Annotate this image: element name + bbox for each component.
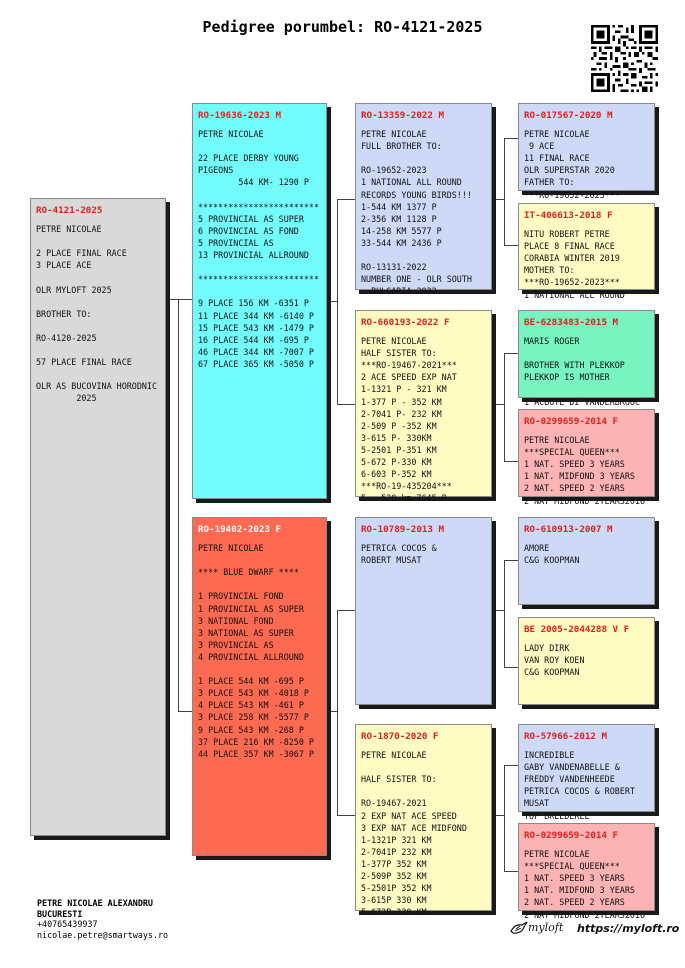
pigeon-card-sire-dam-sire[interactable] (518, 310, 655, 407)
connector-line (178, 299, 179, 711)
card-line: 1-377P 352 KM (361, 858, 427, 869)
card-line: 2-509P 352 KM (361, 871, 427, 882)
ring-number: RO-10789-2013 M (361, 524, 444, 535)
card-line: 2 ACE SPEED EXP NAT (361, 372, 457, 383)
card-line: 2 NAT MIDFOND 2YEARS2016 (524, 495, 646, 506)
card-line: 1 NAT. SPEED 3 YEARS (524, 459, 625, 470)
card-line (36, 235, 160, 247)
card-line: GABY VANDENABELLE & (524, 762, 620, 773)
card-line: 3 NATIONAL FOND (198, 615, 274, 626)
card-line: AMORE (524, 543, 550, 554)
card-details (524, 128, 649, 201)
card-line: BROTHER TO: (36, 308, 92, 319)
myloft-logo (510, 920, 570, 942)
card-line: 11 FINAL RACE (524, 153, 590, 164)
pigeon-logo-icon (510, 920, 528, 936)
card-line: ***SPECIAL QUEEN*** (524, 861, 620, 872)
card-line (198, 285, 321, 297)
card-line: 544 KM- 1290 P (198, 177, 309, 188)
card-line: 3 PLACE 543 KM -4018 P (198, 688, 309, 699)
card-line: 1 NAT. MIDFOND 3 YEARS (524, 885, 635, 896)
card-line: 13 PROVINCIAL ALLROUND (198, 250, 309, 261)
card-line: 15 PLACE 543 KM -1479 P (198, 322, 314, 333)
card-line (198, 261, 321, 273)
owner-city: BUCURESTI (37, 908, 83, 919)
connector-line (504, 353, 518, 354)
card-line: 1-1321 P - 321 KM (361, 384, 447, 395)
ring-number: RO-1870-2020 F (361, 731, 439, 742)
card-line: 44 PLACE 357 KM -3067 P (198, 748, 314, 759)
card-line: C&G KOOPMAN (524, 667, 580, 678)
card-details (361, 749, 486, 918)
card-line: 4 PROVINCIAL ALLROUND (198, 651, 304, 662)
card-line: OLR AS BUCOVINA HORODNIC (36, 381, 158, 392)
card-line: 5-672 P-330 KM (361, 457, 432, 468)
card-line: 2 PLACE FINAL RACE (36, 248, 127, 259)
card-line: CORABIA WINTER 2019 (524, 253, 620, 264)
card-line: 2 NAT. SPEED 2 YEARS (524, 897, 625, 908)
card-line: ************************ (198, 274, 320, 285)
pigeon-card-dam-dam-sire[interactable] (518, 724, 655, 821)
card-line: PETRICA COCOS & (361, 543, 437, 554)
ring-number: RO-660193-2022 F (361, 317, 450, 328)
card-line: FATHER TO: (524, 177, 575, 188)
card-line: ***RO-19-435204*** (361, 481, 452, 492)
card-line: 9 PLACE 156 KM -6351 P (198, 298, 309, 309)
card-line: MARIS ROGER (524, 336, 580, 347)
connector-line (337, 199, 338, 404)
ring-number: RO-017567-2020 M (524, 110, 613, 121)
card-details (524, 749, 649, 822)
card-line: 1 PROVINCIAL FOND (198, 591, 284, 602)
card-details (198, 542, 321, 760)
card-line: NUMBER ONE - OLR SOUTH (361, 274, 472, 285)
card-line: **** BLUE DWARF **** (198, 567, 299, 578)
card-line: RO-13131-2022 (361, 262, 427, 273)
card-line: 1-544 KM 1377 P (361, 201, 437, 212)
card-line: 9 ACE (524, 141, 555, 152)
card-line: RO-19652-2023 (361, 165, 427, 176)
card-line (36, 296, 160, 308)
connector-line (504, 560, 518, 561)
card-line: PETRE NICOLAE (361, 336, 427, 347)
card-details (361, 542, 486, 566)
card-line: 1-1321P 321 KM (361, 834, 432, 845)
owner-phone: +40765439937 (37, 919, 98, 929)
ring-number: RO-4121-2025 (36, 205, 103, 216)
card-line: OLR SUPERSTAR 2020 (524, 165, 615, 176)
card-line: 5 PROVINCIAL AS SUPER (198, 213, 304, 224)
card-line: RO-19467-2021 (361, 798, 427, 809)
card-line: PLACE 8 FINAL RACE (524, 241, 615, 252)
connector-line (504, 245, 518, 246)
connector-line (178, 711, 192, 712)
connector-line (492, 815, 504, 816)
ring-number: RO-57966-2012 M (524, 731, 607, 742)
card-line: 5 - 528 km 7645 P (361, 493, 447, 504)
card-line: 2-7041P 232 KM (361, 846, 432, 857)
connector-line (504, 765, 518, 766)
connector-line (492, 610, 504, 611)
card-line: RECORDS YOUNG BIRDS!!! (361, 189, 472, 200)
card-line (361, 249, 486, 261)
ring-number: BE 2005-2044288 V F (524, 624, 630, 635)
card-line: 5-2501P 352 KM (361, 883, 432, 894)
card-line: PETRE NICOLAE (198, 129, 264, 140)
connector-line (504, 560, 505, 667)
card-line: PETRE NICOLAE (524, 435, 590, 446)
card-line: RO-4120-2025 (36, 332, 97, 343)
pigeon-card-sire-sire[interactable] (355, 103, 492, 297)
card-line: 1 NATIONAL ALL ROUND (524, 289, 625, 300)
card-line: 5-672P 330 KM (361, 907, 427, 918)
connector-line (504, 871, 518, 872)
pigeon-card-dam-sire-sire[interactable] (518, 517, 655, 605)
card-line (36, 320, 160, 332)
card-line: 3 NATIONAL AS SUPER (198, 627, 294, 638)
card-line: 6 PROVINCIAL AS FOND (198, 225, 299, 236)
card-line: 4 PLACE 543 KM -461 P (198, 700, 304, 711)
card-line: OLR MYLOFT 2025 (36, 284, 112, 295)
card-line: VAN ROY KOEN (524, 655, 585, 666)
logo-text: myloft (528, 921, 564, 934)
ring-number: BE-6283483-2015 M (524, 317, 619, 328)
card-line (198, 663, 321, 675)
card-details (361, 335, 486, 504)
card-details (524, 542, 649, 566)
ring-number: RO-13359-2022 M (361, 110, 444, 121)
connector-line (504, 461, 518, 462)
card-line: PETRE NICOLAE (36, 224, 102, 235)
ring-number: IT-406613-2018 F (524, 210, 613, 221)
connector-line (492, 199, 504, 200)
pigeon-card-dam-dam[interactable] (355, 724, 492, 918)
card-line: ***RO-19652-2023*** (524, 189, 620, 200)
card-line (524, 347, 649, 359)
card-line: ************************ (198, 201, 320, 212)
card-line: PETRE NICOLAE (198, 543, 264, 554)
pigeon-card-dam-sire-dam[interactable] (518, 617, 655, 705)
card-line: MOTHER TO: (524, 265, 575, 276)
pigeon-card-dam[interactable] (192, 517, 327, 856)
card-details (524, 642, 649, 678)
card-line: 1 ACBUTE DI VANDERBROUC (524, 396, 640, 407)
card-line: 22 PLACE DERBY YOUNG (198, 153, 299, 164)
card-line: BROTHER WITH PLEKKOP (524, 360, 625, 371)
card-line: 2 NAT MIDFOND 2YEARS2016 (524, 909, 646, 920)
card-details (524, 335, 649, 408)
card-line: 1 NAT. MIDFOND 3 YEARS (524, 471, 635, 482)
connector-line (504, 667, 518, 668)
card-line: PETRE NICOLAE (524, 129, 590, 140)
card-line: LADY DIRK (524, 643, 570, 654)
owner-email[interactable]: nicolae.petre@smartways.ro (37, 929, 169, 940)
card-line (198, 189, 321, 201)
website-link[interactable]: https://myloft.ro (577, 922, 680, 935)
card-line: PLEKKOP IS MOTHER (524, 372, 610, 383)
card-line: 37 PLACE 216 KM -8250 P (198, 736, 314, 747)
card-line: 33-544 KM 2436 P (361, 237, 442, 248)
qr-code-icon (591, 25, 658, 92)
card-line: PETRE NICOLAE (361, 129, 427, 140)
connector-line (504, 138, 518, 139)
connector-line (337, 199, 355, 200)
card-line (36, 368, 160, 380)
card-line: 2 EXP NAT ACE SPEED (361, 810, 457, 821)
card-line: 3-615P 330 KM (361, 895, 427, 906)
card-line: HALF SISTER TO: (361, 348, 437, 359)
card-line: ***RO-19467-2021*** (361, 360, 457, 371)
card-line: 3-615 P- 330KM (361, 432, 432, 443)
contact-info (37, 898, 168, 940)
connector-line (492, 404, 504, 405)
pigeon-card-sire[interactable] (192, 103, 327, 499)
card-line: INCREDIBLE (524, 750, 575, 761)
card-line: ***RO-19652-2023*** (524, 277, 620, 288)
card-line: 14-258 KM 5577 P (361, 225, 442, 236)
card-details (524, 848, 649, 921)
card-line (198, 554, 321, 566)
card-details (524, 434, 649, 507)
card-line (36, 344, 160, 356)
card-line: FULL BROTHER TO: (361, 141, 442, 152)
pigeon-card-sire-dam[interactable] (355, 310, 492, 504)
card-line (524, 383, 649, 395)
connector-line (337, 610, 338, 815)
card-line: 67 PLACE 365 KM -5050 P (198, 358, 314, 369)
card-line: MUSAT (524, 798, 550, 809)
card-line: 16 PLACE 544 KM -695 P (198, 334, 309, 345)
card-line: C&G KOOPMAN (524, 555, 580, 566)
card-line: FREDDY VANDENHEEDE (524, 774, 615, 785)
owner-name: PETRE NICOLAE ALEXANDRU (37, 898, 153, 908)
card-line: ***SPECIAL QUEEN*** (524, 447, 620, 458)
connector-line (178, 299, 192, 300)
card-line: HALF SISTER TO: (361, 774, 437, 785)
card-line: 3 PROVINCIAL AS (198, 639, 274, 650)
ring-number: RO-0299659-2014 F (524, 416, 619, 427)
pigeon-card-sire-sire-sire[interactable] (518, 103, 655, 200)
pigeon-card-dam-dam-dam[interactable] (518, 823, 655, 920)
connector-line (166, 299, 178, 300)
connector-line (337, 610, 355, 611)
card-line (198, 578, 321, 590)
pigeon-card-subject[interactable] (30, 198, 166, 836)
card-line: 2-7041 P- 232 KM (361, 408, 442, 419)
card-details (524, 228, 649, 301)
card-line (36, 271, 160, 283)
card-line (361, 761, 486, 773)
connector-line (504, 765, 505, 871)
card-line: 9 PLACE 543 KM -268 P (198, 724, 304, 735)
pigeon-card-sire-sire-dam[interactable] (518, 203, 655, 300)
card-line: 5-2501 P-351 KM (361, 444, 437, 455)
card-line (198, 140, 321, 152)
card-line: PETRICA COCOS & ROBERT (524, 786, 635, 797)
card-line: 3 EXP NAT ACE MIDFOND (361, 822, 467, 833)
card-details (361, 128, 486, 297)
card-line: 46 PLACE 344 KM -7007 P (198, 346, 314, 357)
card-line: 2 NAT. SPEED 2 YEARS (524, 483, 625, 494)
card-line: 3 PLACE 258 KM -5577 P (198, 712, 309, 723)
card-line: 1 NAT. SPEED 3 YEARS (524, 873, 625, 884)
ring-number: RO-0299659-2014 F (524, 830, 619, 841)
card-line: 5 PROVINCIAL AS (198, 237, 274, 248)
connector-line (327, 711, 337, 712)
card-line: 1-377 P - 352 KM (361, 396, 442, 407)
pigeon-card-dam-sire[interactable] (355, 517, 492, 705)
card-line: 1 PROVINCIAL AS SUPER (198, 603, 304, 614)
connector-line (504, 138, 505, 245)
card-line: PIGEONS (198, 165, 234, 176)
ring-number: RO-610913-2007 M (524, 524, 613, 535)
card-line: 1 PLACE 544 KM -695 P (198, 676, 304, 687)
connector-line (504, 353, 505, 461)
connector-line (337, 815, 355, 816)
card-line: PETRE NICOLAE (361, 750, 427, 761)
ring-number: RO-19636-2023 M (198, 110, 281, 121)
card-line: TOP BREEDERLL (524, 810, 590, 821)
card-line (361, 785, 486, 797)
pigeon-card-sire-dam-dam[interactable] (518, 409, 655, 506)
card-line: 11 PLACE 344 KM -6140 P (198, 310, 314, 321)
ring-number: RO-19402-2023 F (198, 524, 281, 535)
card-line: BULGARIA 2022 (361, 286, 437, 297)
page-title: Pedigree porumbel: RO-4121-2025 (202, 18, 483, 36)
card-line: PETRE NICOLAE (524, 849, 590, 860)
card-line: 2-509 P -352 KM (361, 420, 437, 431)
connector-line (327, 301, 337, 302)
card-line: ROBERT MUSAT (361, 555, 422, 566)
connector-line (337, 404, 355, 405)
card-details (36, 223, 160, 404)
card-line: NITU ROBERT PETRE (524, 229, 610, 240)
card-details (198, 128, 321, 370)
card-line: 3 PLACE ACE (36, 260, 92, 271)
card-line: 57 PLACE FINAL RACE (36, 357, 132, 368)
card-line: 2-356 KM 1128 P (361, 213, 437, 224)
card-line: 1 NATIONAL ALL ROUND (361, 177, 462, 188)
card-line: 2025 (36, 393, 97, 404)
card-line: 6-603 P-352 KM (361, 469, 432, 480)
card-line (361, 152, 486, 164)
